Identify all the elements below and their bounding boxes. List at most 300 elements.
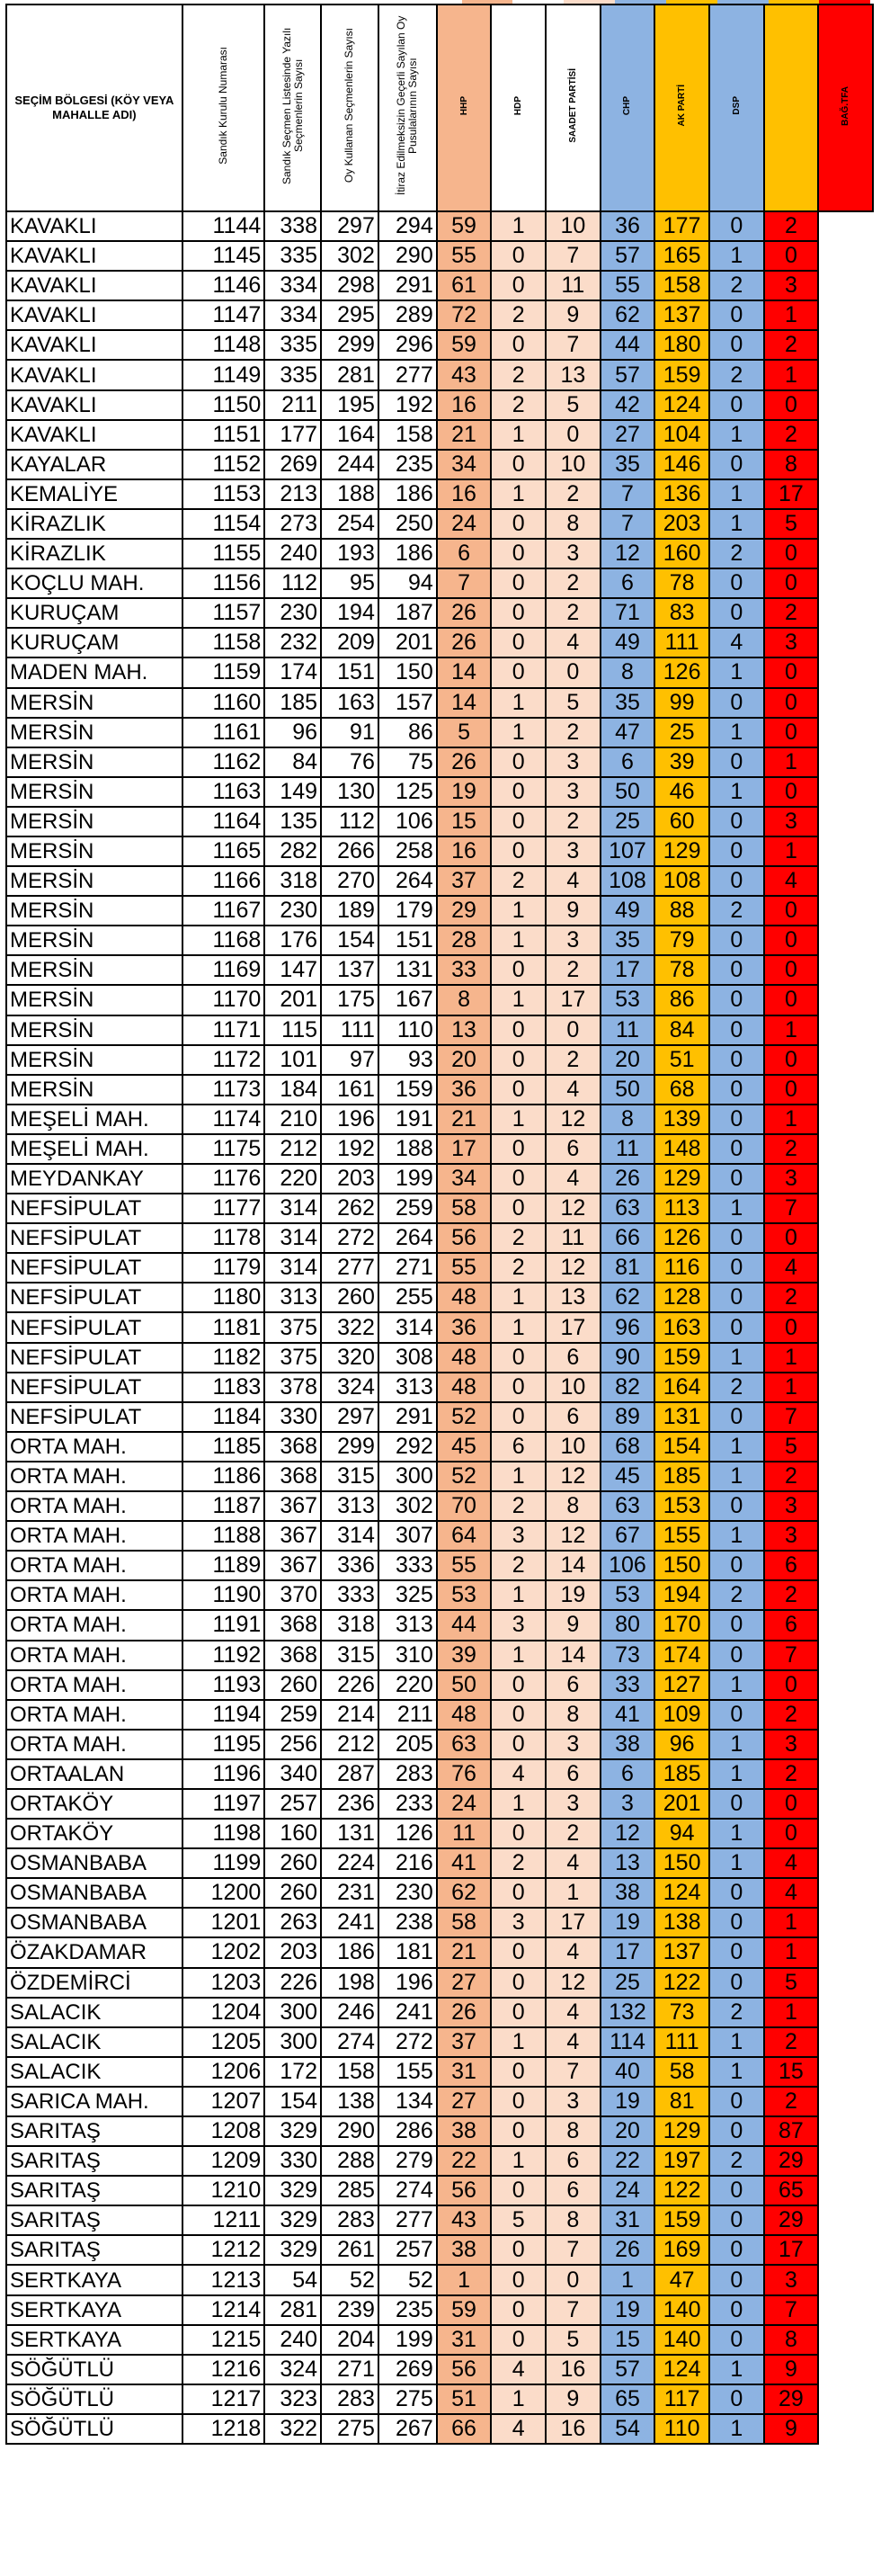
cell-bag: 3 [764,1730,819,1759]
header-party-extra [764,4,819,211]
cell-region: ORTA MAH. [6,1521,182,1551]
cell-registered: 230 [264,896,321,926]
cell-region: SERTKAYA [6,2265,182,2294]
cell-voted: 315 [321,1641,378,1670]
cell-registered: 96 [264,718,321,747]
cell-registered: 367 [264,1551,321,1580]
cell-registered: 330 [264,2146,321,2176]
cell-registered: 135 [264,807,321,836]
table-row [6,2355,873,2384]
cell-region: KURUÇAM [6,628,182,657]
cell-voted: 137 [321,955,378,985]
cell-region: ORTA MAH. [6,1730,182,1759]
cell-saadet: 4 [546,2027,601,2057]
cell-ak: 113 [654,1194,709,1223]
cell-registered: 330 [264,1402,321,1432]
cell-ballot-no: 1172 [182,1045,265,1075]
cell-ak: 146 [654,450,709,479]
cell-valid: 274 [378,2176,437,2205]
cell-registered: 338 [264,211,321,241]
cell-hdp: 0 [491,598,546,628]
cell-ak: 137 [654,1937,709,1967]
cell-chp: 63 [601,1491,655,1521]
cell-hdp: 0 [491,1134,546,1164]
cell-valid: 52 [378,2265,437,2294]
cell-voted: 195 [321,390,378,420]
cell-voted: 324 [321,1373,378,1402]
cell-valid: 134 [378,2087,437,2116]
cell-dsp: 2 [709,1998,764,2027]
cell-registered: 212 [264,1134,321,1164]
cell-chp: 82 [601,1373,655,1402]
cell-hhp: 15 [437,807,492,836]
header-ballot-no: Sandık Kurulu Numarası [182,4,265,211]
cell-registered: 176 [264,926,321,955]
cell-bag: 1 [764,360,819,389]
cell-region: MERSİN [6,985,182,1015]
cell-registered: 329 [264,2176,321,2205]
cell-hdp: 2 [491,1253,546,1283]
cell-registered: 323 [264,2384,321,2414]
cell-ballot-no: 1150 [182,390,265,420]
cell-dsp: 0 [709,1134,764,1164]
cell-saadet: 13 [546,360,601,389]
cell-valid: 157 [378,688,437,718]
cell-registered: 149 [264,777,321,807]
cell-voted: 158 [321,2057,378,2087]
cell-chp: 96 [601,1312,655,1342]
cell-saadet: 7 [546,241,601,271]
cell-hdp: 1 [491,1283,546,1312]
cell-hhp: 62 [437,1878,492,1908]
cell-dsp: 1 [709,1848,764,1878]
cell-hhp: 55 [437,1551,492,1580]
cell-dsp: 0 [709,1641,764,1670]
table-row [6,2295,873,2325]
cell-dsp: 2 [709,271,764,300]
table-row [6,420,873,450]
table-row [6,2384,873,2414]
cell-voted: 189 [321,896,378,926]
cell-hhp: 51 [437,2384,492,2414]
cell-registered: 368 [264,1432,321,1462]
cell-registered: 368 [264,1462,321,1491]
cell-valid: 314 [378,1312,437,1342]
cell-region: OSMANBABA [6,1908,182,1937]
cell-bag: 6 [764,1610,819,1640]
cell-ballot-no: 1199 [182,1848,265,1878]
cell-bag: 3 [764,2265,819,2294]
cell-region: MERSİN [6,896,182,926]
cell-dsp: 1 [709,1730,764,1759]
cell-ak: 150 [654,1848,709,1878]
cell-ak: 174 [654,1641,709,1670]
cell-ak: 159 [654,2205,709,2235]
cell-valid: 238 [378,1908,437,1937]
table-row [6,1998,873,2027]
cell-ballot-no: 1151 [182,420,265,450]
cell-bag: 0 [764,985,819,1015]
cell-ak: 137 [654,300,709,330]
cell-voted: 192 [321,1134,378,1164]
cell-ak: 129 [654,836,709,866]
cell-hhp: 16 [437,390,492,420]
cell-hdp: 1 [491,479,546,509]
cell-dsp: 0 [709,2205,764,2235]
cell-voted: 231 [321,1878,378,1908]
cell-chp: 7 [601,479,655,509]
cell-ak: 164 [654,1373,709,1402]
cell-dsp: 0 [709,1312,764,1342]
cell-valid: 196 [378,1968,437,1998]
cell-ak: 116 [654,1253,709,1283]
cell-dsp: 1 [709,1670,764,1700]
cell-hhp: 48 [437,1283,492,1312]
cell-voted: 297 [321,1402,378,1432]
table-row [6,807,873,836]
cell-hdp: 0 [491,836,546,866]
cell-region: ORTAKÖY [6,1789,182,1819]
cell-voted: 302 [321,241,378,271]
cell-bag: 29 [764,2205,819,2235]
cell-ballot-no: 1171 [182,1015,265,1045]
cell-region: ORTA MAH. [6,1432,182,1462]
cell-voted: 130 [321,777,378,807]
cell-registered: 273 [264,509,321,539]
cell-region: MERSİN [6,747,182,777]
cell-dsp: 1 [709,1819,764,1848]
cell-hdp: 0 [491,1937,546,1967]
cell-valid: 150 [378,657,437,687]
table-row [6,1343,873,1373]
cell-dsp: 0 [709,807,764,836]
cell-registered: 324 [264,2355,321,2384]
cell-ballot-no: 1208 [182,2116,265,2146]
cell-voted: 266 [321,836,378,866]
cell-region: NEFSİPULAT [6,1402,182,1432]
cell-ak: 78 [654,568,709,598]
cell-registered: 375 [264,1343,321,1373]
cell-ak: 88 [654,896,709,926]
cell-ak: 79 [654,926,709,955]
cell-chp: 24 [601,2176,655,2205]
cell-bag: 1 [764,747,819,777]
cell-region: SÖĞÜTLÜ [6,2384,182,2414]
cell-hdp: 0 [491,2116,546,2146]
cell-valid: 158 [378,420,437,450]
cell-hdp: 0 [491,1164,546,1194]
table-row [6,1223,873,1253]
cell-region: NEFSİPULAT [6,1253,182,1283]
table-row [6,211,873,241]
cell-registered: 282 [264,836,321,866]
cell-dsp: 0 [709,1789,764,1819]
table-row [6,450,873,479]
cell-dsp: 0 [709,836,764,866]
cell-region: NEFSİPULAT [6,1373,182,1402]
cell-valid: 187 [378,598,437,628]
table-row [6,1491,873,1521]
cell-hhp: 37 [437,2027,492,2057]
cell-valid: 264 [378,1223,437,1253]
cell-chp: 71 [601,598,655,628]
cell-ak: 165 [654,241,709,271]
cell-ak: 194 [654,1580,709,1610]
cell-chp: 19 [601,2087,655,2116]
cell-chp: 36 [601,211,655,241]
cell-voted: 188 [321,479,378,509]
cell-hhp: 31 [437,2325,492,2355]
table-row [6,1908,873,1937]
cell-hhp: 36 [437,1312,492,1342]
cell-registered: 101 [264,1045,321,1075]
cell-ballot-no: 1155 [182,539,265,568]
cell-voted: 209 [321,628,378,657]
cell-valid: 267 [378,2414,437,2444]
cell-ak: 109 [654,1700,709,1730]
cell-chp: 6 [601,568,655,598]
cell-registered: 263 [264,1908,321,1937]
cell-hdp: 0 [491,568,546,598]
cell-ak: 126 [654,657,709,687]
cell-hdp: 0 [491,1670,546,1700]
cell-saadet: 0 [546,420,601,450]
cell-dsp: 0 [709,2235,764,2265]
cell-ballot-no: 1189 [182,1551,265,1580]
cell-ak: 86 [654,985,709,1015]
cell-hdp: 1 [491,688,546,718]
cell-bag: 2 [764,1462,819,1491]
cell-registered: 367 [264,1521,321,1551]
cell-ballot-no: 1145 [182,241,265,271]
cell-registered: 211 [264,390,321,420]
cell-bag: 9 [764,2414,819,2444]
cell-hhp: 58 [437,1194,492,1223]
cell-saadet: 11 [546,271,601,300]
cell-ak: 169 [654,2235,709,2265]
cell-voted: 52 [321,2265,378,2294]
cell-bag: 4 [764,1878,819,1908]
cell-chp: 20 [601,1045,655,1075]
header-valid: İtiraz Edilmeksizin Geçerli Sayılan Oy Pusulalarının Sayısı [378,4,437,211]
table-row [6,1402,873,1432]
cell-chp: 55 [601,271,655,300]
table-row [6,479,873,509]
cell-bag: 0 [764,539,819,568]
table-row [6,568,873,598]
election-results-table [5,4,874,2445]
cell-saadet: 6 [546,1343,601,1373]
table-row [6,1521,873,1551]
cell-region: KURUÇAM [6,598,182,628]
cell-dsp: 0 [709,1045,764,1075]
cell-bag: 1 [764,1373,819,1402]
cell-bag: 0 [764,657,819,687]
header-party-chp: CHP [601,4,655,211]
cell-bag: 0 [764,241,819,271]
cell-ballot-no: 1175 [182,1134,265,1164]
cell-region: SALACIK [6,1998,182,2027]
cell-valid: 333 [378,1551,437,1580]
cell-ak: 117 [654,2384,709,2414]
cell-saadet: 7 [546,2295,601,2325]
cell-hdp: 4 [491,1759,546,1789]
cell-bag: 0 [764,955,819,985]
cell-registered: 370 [264,1580,321,1610]
results-table-wrapper [5,4,874,2445]
cell-registered: 84 [264,747,321,777]
table-row [6,1641,873,1670]
cell-hhp: 64 [437,1521,492,1551]
header-row [6,4,873,211]
cell-ballot-no: 1212 [182,2235,265,2265]
cell-hdp: 2 [491,360,546,389]
cell-bag: 2 [764,1134,819,1164]
cell-hhp: 21 [437,1105,492,1134]
cell-hdp: 3 [491,1908,546,1937]
cell-hdp: 1 [491,718,546,747]
cell-voted: 297 [321,211,378,241]
cell-ak: 47 [654,2265,709,2294]
cell-saadet: 8 [546,2205,601,2235]
cell-bag: 5 [764,1968,819,1998]
cell-ak: 155 [654,1521,709,1551]
cell-voted: 315 [321,1462,378,1491]
cell-hhp: 52 [437,1462,492,1491]
cell-chp: 106 [601,1551,655,1580]
cell-hhp: 55 [437,1253,492,1283]
cell-valid: 325 [378,1580,437,1610]
cell-registered: 177 [264,420,321,450]
cell-ak: 111 [654,2027,709,2057]
cell-region: ORTA MAH. [6,1491,182,1521]
cell-saadet: 16 [546,2355,601,2384]
cell-ballot-no: 1207 [182,2087,265,2116]
cell-region: KEMALİYE [6,479,182,509]
cell-voted: 164 [321,420,378,450]
cell-chp: 57 [601,2355,655,2384]
cell-hdp: 2 [491,1491,546,1521]
header-registered: Sandık Seçmen Listesinde Yazılı Seçmenlerin Sayısı [264,4,321,211]
cell-valid: 199 [378,2325,437,2355]
cell-hhp: 55 [437,241,492,271]
table-row [6,2116,873,2146]
cell-saadet: 6 [546,2146,601,2176]
cell-region: NEFSİPULAT [6,1194,182,1223]
cell-ak: 180 [654,330,709,360]
cell-hhp: 56 [437,2176,492,2205]
cell-valid: 126 [378,1819,437,1848]
cell-saadet: 16 [546,2414,601,2444]
cell-valid: 290 [378,241,437,271]
cell-bag: 3 [764,1521,819,1551]
cell-saadet: 2 [546,598,601,628]
cell-bag: 0 [764,718,819,747]
cell-chp: 19 [601,1908,655,1937]
cell-hdp: 0 [491,955,546,985]
cell-valid: 313 [378,1610,437,1640]
cell-saadet: 4 [546,1848,601,1878]
cell-ballot-no: 1193 [182,1670,265,1700]
cell-bag: 2 [764,598,819,628]
cell-bag: 2 [764,420,819,450]
cell-saadet: 6 [546,2176,601,2205]
cell-region: KAVAKLI [6,211,182,241]
cell-dsp: 1 [709,718,764,747]
cell-valid: 272 [378,2027,437,2057]
cell-hdp: 1 [491,985,546,1015]
cell-dsp: 1 [709,1432,764,1462]
cell-hdp: 0 [491,2087,546,2116]
cell-bag: 2 [764,1759,819,1789]
cell-saadet: 1 [546,1878,601,1908]
cell-chp: 50 [601,1075,655,1105]
cell-registered: 226 [264,1968,321,1998]
cell-chp: 107 [601,836,655,866]
cell-bag: 3 [764,271,819,300]
cell-voted: 76 [321,747,378,777]
cell-ballot-no: 1188 [182,1521,265,1551]
cell-hhp: 61 [437,271,492,300]
cell-registered: 203 [264,1937,321,1967]
cell-voted: 290 [321,2116,378,2146]
cell-ak: 158 [654,271,709,300]
table-row [6,2057,873,2087]
cell-valid: 291 [378,1402,437,1432]
cell-saadet: 12 [546,1253,601,1283]
cell-ak: 153 [654,1491,709,1521]
cell-ak: 203 [654,509,709,539]
cell-registered: 213 [264,479,321,509]
header-party-bag: BAĞ.TFA [818,4,873,211]
cell-hhp: 27 [437,1968,492,1998]
cell-hdp: 4 [491,2414,546,2444]
cell-region: ORTA MAH. [6,1580,182,1610]
cell-valid: 264 [378,866,437,896]
cell-voted: 333 [321,1580,378,1610]
cell-hhp: 56 [437,1223,492,1253]
cell-ak: 73 [654,1998,709,2027]
cell-saadet: 2 [546,955,601,985]
cell-chp: 7 [601,509,655,539]
cell-chp: 67 [601,1521,655,1551]
cell-region: MERSİN [6,688,182,718]
cell-bag: 87 [764,2116,819,2146]
cell-hdp: 0 [491,539,546,568]
cell-bag: 2 [764,2027,819,2057]
cell-ak: 170 [654,1610,709,1640]
cell-hdp: 5 [491,2205,546,2235]
cell-bag: 7 [764,1194,819,1223]
cell-saadet: 6 [546,1402,601,1432]
cell-bag: 3 [764,628,819,657]
cell-bag: 5 [764,1432,819,1462]
cell-registered: 174 [264,657,321,687]
cell-voted: 254 [321,509,378,539]
table-row [6,2087,873,2116]
cell-ballot-no: 1182 [182,1343,265,1373]
table-row [6,866,873,896]
cell-valid: 275 [378,2384,437,2414]
cell-valid: 307 [378,1521,437,1551]
cell-voted: 154 [321,926,378,955]
cell-valid: 110 [378,1015,437,1045]
cell-registered: 329 [264,2235,321,2265]
cell-saadet: 7 [546,330,601,360]
cell-voted: 298 [321,271,378,300]
cell-voted: 277 [321,1253,378,1283]
cell-ak: 46 [654,777,709,807]
